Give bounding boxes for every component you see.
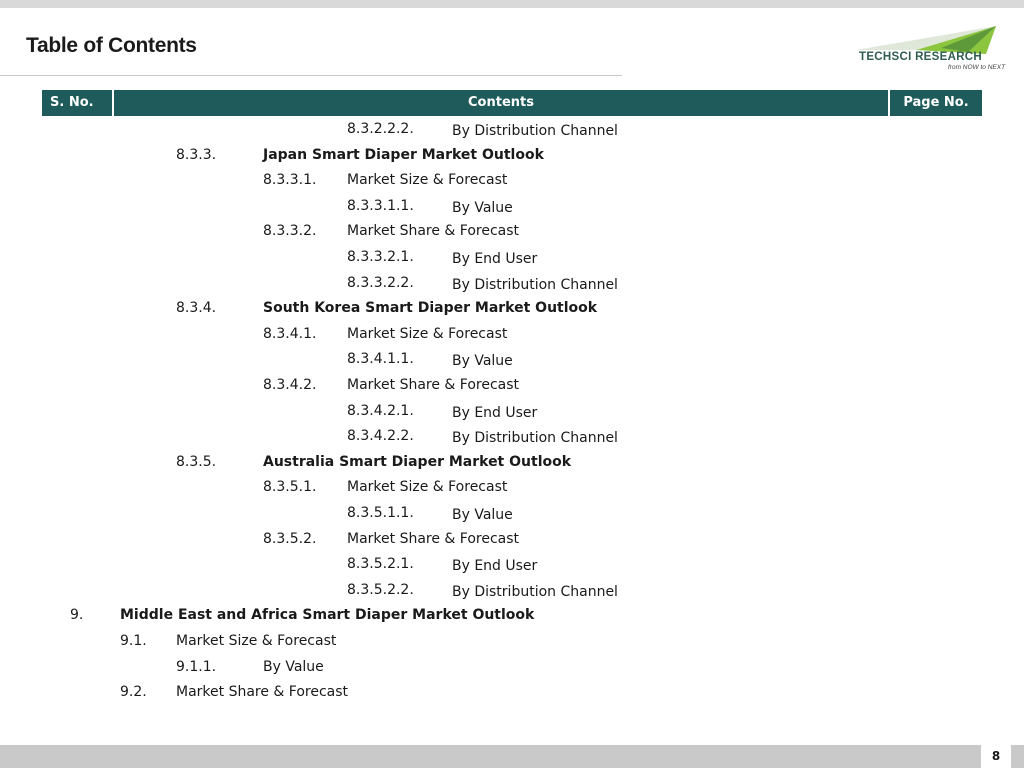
logo-wordmark: TECHSCI RESEARCH	[859, 51, 983, 63]
toc-label: Australia Smart Diaper Market Outlook	[263, 454, 572, 470]
toc-label: Middle East and Africa Smart Diaper Market Outlook	[120, 607, 535, 623]
toc-row	[0, 249, 1024, 271]
toc-label: Market Size & Forecast	[347, 326, 508, 342]
toc-row	[0, 531, 1024, 553]
toc-label: By Distribution Channel	[452, 430, 618, 446]
toc-number: 9.1.	[120, 633, 147, 649]
toc-number: 8.3.3.2.1.	[347, 249, 414, 265]
toc-number: 8.3.3.2.2.	[347, 275, 414, 291]
toc-label: By Value	[263, 659, 324, 675]
toc-number: 8.3.3.	[176, 147, 217, 163]
toc-label: By Distribution Channel	[452, 123, 618, 139]
toc-row	[0, 428, 1024, 450]
toc-label: Market Share & Forecast	[347, 531, 520, 547]
page-number: 8	[981, 745, 1011, 768]
toc-number: 8.3.4.1.1.	[347, 351, 414, 367]
toc-row	[0, 198, 1024, 220]
toc-row	[0, 223, 1024, 245]
toc-row	[0, 633, 1024, 655]
toc-number: 8.3.5.	[176, 454, 217, 470]
toc-number: 8.3.4.	[176, 300, 217, 316]
toc-label: By Distribution Channel	[452, 277, 618, 293]
toc-label: Market Size & Forecast	[347, 172, 508, 188]
page-title: Table of Contents	[26, 34, 197, 57]
toc-row	[0, 351, 1024, 373]
toc-row	[0, 377, 1024, 399]
toc-number: 9.2.	[120, 684, 147, 700]
toc-label: By End User	[452, 251, 538, 267]
toc-number: 8.3.5.1.	[263, 479, 317, 495]
toc-number: 8.3.5.2.2.	[347, 582, 414, 598]
header-sno: S. No.	[42, 90, 112, 116]
toc-row	[0, 505, 1024, 527]
toc-number: 8.3.5.1.1.	[347, 505, 414, 521]
toc-label: Market Share & Forecast	[176, 684, 349, 700]
toc-row	[0, 121, 1024, 143]
toc-number: 8.3.4.2.2.	[347, 428, 414, 444]
header-page-no: Page No.	[890, 90, 982, 116]
toc-number: 8.3.5.2.1.	[347, 556, 414, 572]
toc-row	[0, 659, 1024, 681]
toc-number: 8.3.4.2.1.	[347, 403, 414, 419]
header-contents: Contents	[114, 90, 888, 116]
toc-row	[0, 479, 1024, 501]
toc-row	[0, 275, 1024, 297]
toc-row	[0, 582, 1024, 604]
toc-row	[0, 454, 1024, 476]
toc-number: 8.3.2.2.2.	[347, 121, 414, 137]
footer-bar	[0, 745, 1024, 768]
toc-label: By End User	[452, 405, 538, 421]
toc-row	[0, 172, 1024, 194]
toc-label: Market Size & Forecast	[176, 633, 337, 649]
toc-number: 8.3.3.1.1.	[347, 198, 414, 214]
toc-label: Market Share & Forecast	[347, 377, 520, 393]
toc-row	[0, 403, 1024, 425]
toc-number: 8.3.3.2.	[263, 223, 317, 239]
toc-number: 9.	[70, 607, 84, 623]
toc-label: By Distribution Channel	[452, 584, 618, 600]
toc-row	[0, 300, 1024, 322]
toc-label: By End User	[452, 558, 538, 574]
toc-number: 8.3.3.1.	[263, 172, 317, 188]
toc-label: South Korea Smart Diaper Market Outlook	[263, 300, 598, 316]
toc-label: By Value	[452, 507, 513, 523]
toc-number: 8.3.4.2.	[263, 377, 317, 393]
toc-label: Japan Smart Diaper Market Outlook	[263, 147, 544, 163]
toc-number: 8.3.5.2.	[263, 531, 317, 547]
toc-number: 9.1.1.	[176, 659, 217, 675]
toc-label: By Value	[452, 200, 513, 216]
logo-tagline: from NOW to NEXT	[948, 64, 1006, 71]
toc-row	[0, 684, 1024, 706]
toc-row	[0, 147, 1024, 169]
toc-label: Market Size & Forecast	[347, 479, 508, 495]
toc-label: Market Share & Forecast	[347, 223, 520, 239]
toc-label: By Value	[452, 353, 513, 369]
toc-number: 8.3.4.1.	[263, 326, 317, 342]
toc-row	[0, 326, 1024, 348]
toc-row	[0, 607, 1024, 629]
toc-row	[0, 556, 1024, 578]
